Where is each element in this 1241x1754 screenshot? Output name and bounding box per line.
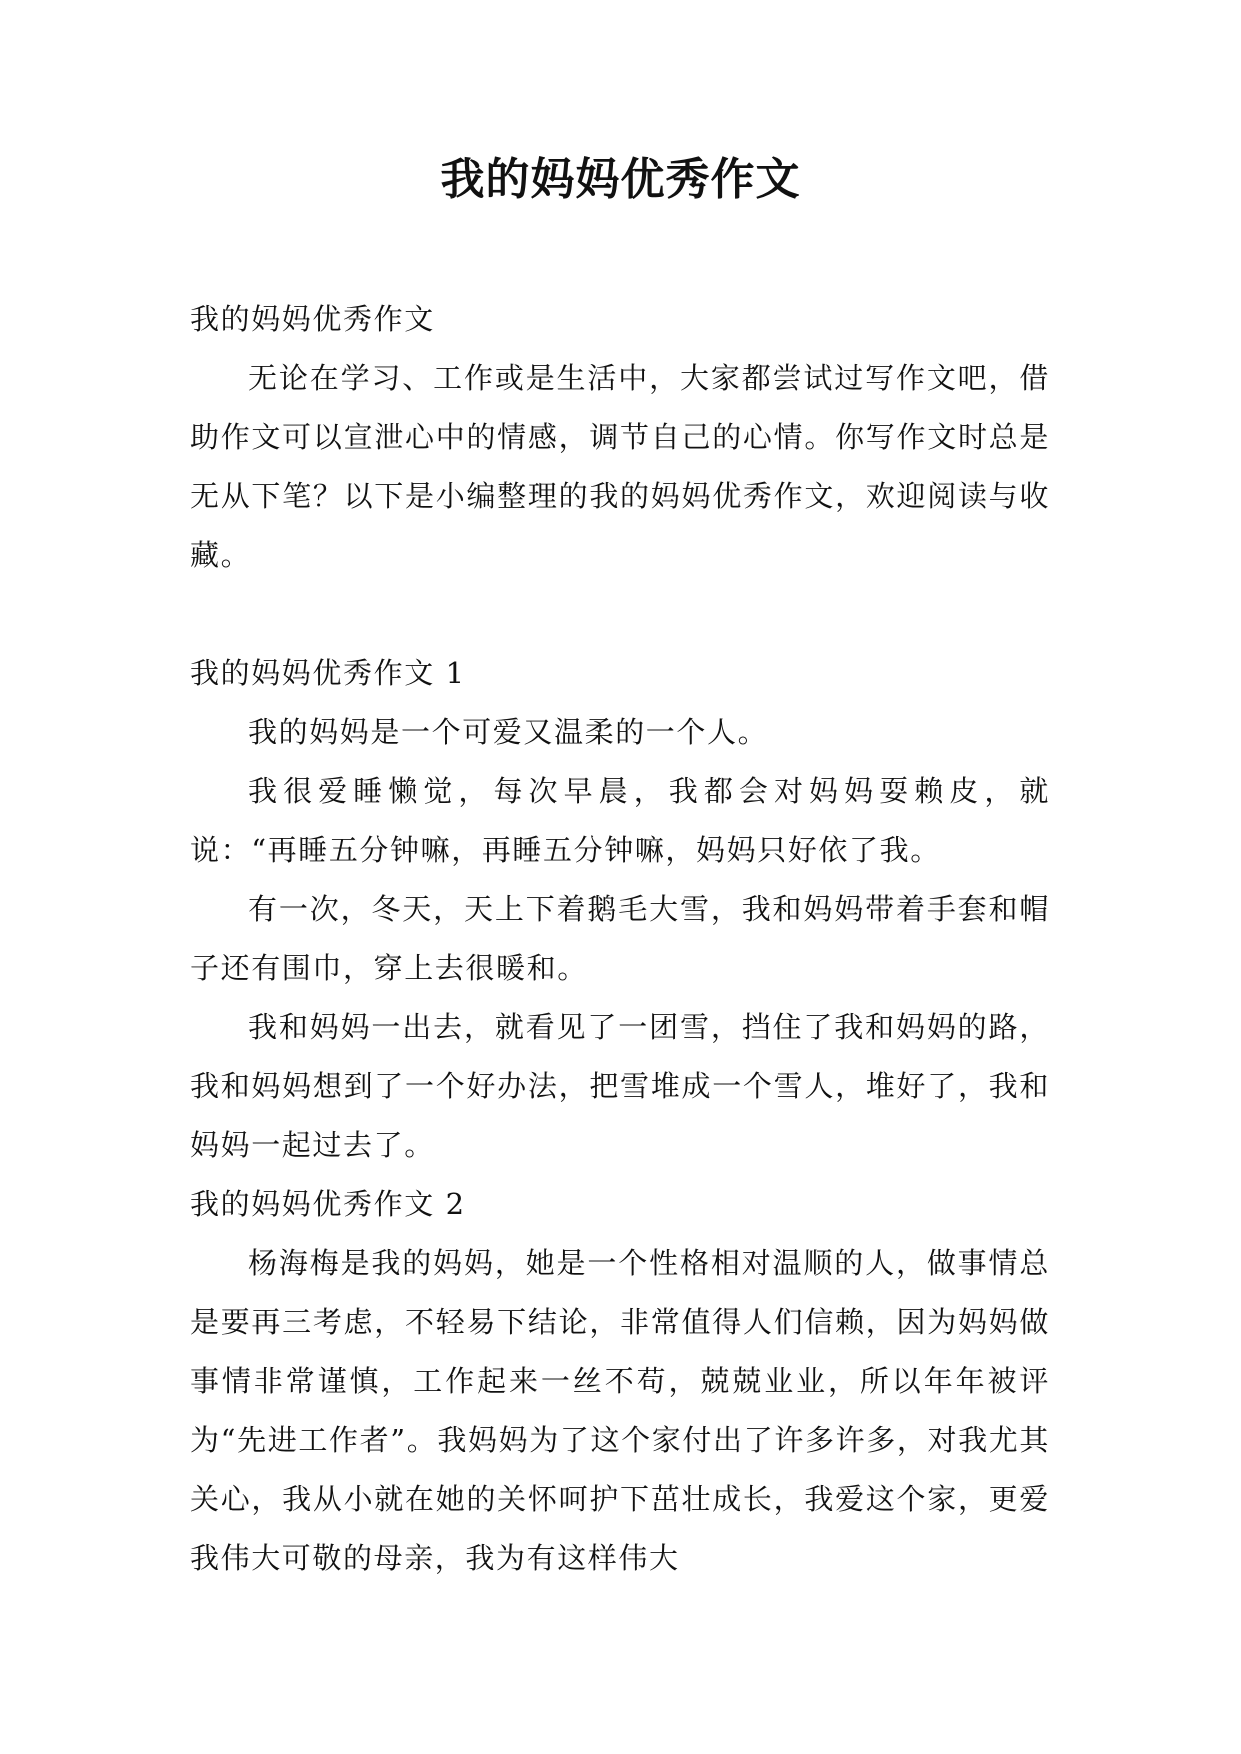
subtitle: 我的妈妈优秀作文 (190, 302, 435, 336)
intro-paragraph: 无论在学习、工作或是生活中，大家都尝试过写作文吧，借助作文可以宣泄心中的情感，调节自己的心情。你写作文时总是无从下笔？以下是小编整理的我的妈妈优秀作文，欢迎阅读与收藏。 (190, 361, 1050, 572)
essay-2-paragraph: 杨海梅是我的妈妈，她是一个性格相对温顺的人，做事情总是要再三考虑，不轻易下结论，非常值得人们信赖，因为妈妈做事情非常谨慎，工作起来一丝不苟，兢兢业业，所以年年被评为“先进工作者”。我妈妈为了这个家付出了许多许多，对我尤其关心，我从小就在她的关怀呵护下茁壮成长，我爱这个家，更爱我伟大可敬的母亲，我为有这样伟大 (190, 1246, 1050, 1575)
essay-1-paragraph: 我和妈妈一出去，就看见了一团雪，挡住了我和妈妈的路，我和妈妈想到了一个好办法，把雪堆成一个雪人，堆好了，我和妈妈一起过去了。 (190, 1010, 1050, 1162)
essay-1-heading: 我的妈妈优秀作文 1 (190, 656, 466, 690)
essay-2-heading: 我的妈妈优秀作文 2 (190, 1187, 466, 1221)
essay-1-paragraph: 有一次，冬天，天上下着鹅毛大雪，我和妈妈带着手套和帽子还有围巾，穿上去很暖和。 (190, 892, 1050, 985)
document-body (190, 290, 1050, 1588)
essay-1-paragraph: 我很爱睡懒觉，每次早晨，我都会对妈妈耍赖皮，就说：“再睡五分钟嘛，再睡五分钟嘛，妈妈只好依了我。 (190, 774, 1050, 867)
essay-1-paragraph: 我的妈妈是一个可爱又温柔的一个人。 (248, 715, 769, 749)
section-spacer (190, 585, 1050, 644)
document-title: 我的妈妈优秀作文 (440, 154, 801, 205)
